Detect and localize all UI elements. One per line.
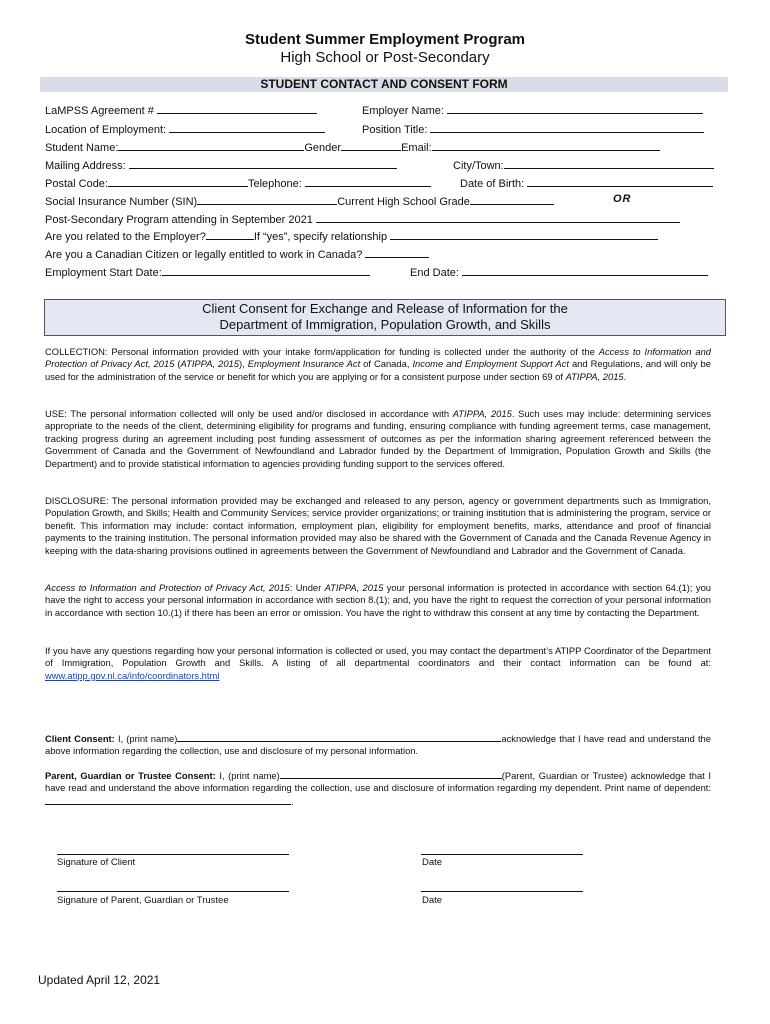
related-input[interactable] bbox=[206, 228, 254, 240]
sin-label: Social Insurance Number (SIN) bbox=[45, 196, 198, 208]
access-paragraph: Access to Information and Protection of Privacy Act, 2015: Under ATIPPA, 2015 your personal information is protected in accordance with section 64.(1); you have the right to access your personal information in accordance with section 8.(1); and, you have the right to request the correction of your personal information in accordance with section 10.(1) if there has been an error or omission. You have the right to withdraw this consent at any time by contacting the Department. bbox=[45, 582, 711, 618]
end-date-input[interactable] bbox=[462, 264, 708, 276]
dob-input[interactable] bbox=[527, 175, 713, 187]
email-label: Email: bbox=[401, 142, 432, 154]
consent-header-line1: Client Consent for Exchange and Release of Information for the bbox=[202, 301, 568, 316]
employer-name-input[interactable] bbox=[447, 102, 703, 114]
parent-date-line[interactable] bbox=[421, 891, 583, 892]
client-signature-line[interactable] bbox=[57, 854, 289, 855]
form-title: Student Summer Employment Program bbox=[244, 31, 526, 48]
grade-label: Current High School Grade bbox=[337, 196, 470, 208]
student-name-label: Student Name: bbox=[45, 142, 119, 154]
post-secondary-field[interactable] bbox=[45, 211, 680, 226]
mailing-label: Mailing Address: bbox=[45, 160, 126, 172]
citizen-label: Are you a Canadian Citizen or legally entitled to work in Canada? bbox=[45, 249, 363, 261]
consent-section-header bbox=[44, 299, 726, 336]
parent-consent-paragraph: Parent, Guardian or Trustee Consent: I, (print name) (Parent, Guardian or Trustee) acknowledge that I have read and understand the above information regarding the collection, use and disclosure of information regarding my dependent. Print name of dependent:. bbox=[45, 770, 711, 807]
related-label: Are you related to the Employer? bbox=[45, 231, 206, 243]
mailing-field[interactable] bbox=[45, 157, 397, 172]
telephone-label: Telephone: bbox=[247, 178, 302, 190]
lampss-field[interactable] bbox=[45, 102, 317, 117]
parent-print-name-input[interactable] bbox=[280, 769, 502, 779]
client-date-line[interactable] bbox=[421, 854, 583, 855]
employer-name-field[interactable] bbox=[362, 102, 703, 117]
postal-label: Postal Code: bbox=[45, 178, 108, 190]
client-consent-label: Client Consent: bbox=[45, 733, 115, 744]
location-label: Location of Employment: bbox=[45, 124, 167, 136]
student-name-input[interactable] bbox=[118, 139, 304, 151]
post-secondary-label: Post-Secondary Program attending in September 2021 bbox=[45, 214, 313, 226]
city-label: City/Town: bbox=[453, 160, 504, 172]
parent-signature-label: Signature of Parent, Guardian or Trustee bbox=[57, 895, 229, 906]
dependent-name-input[interactable] bbox=[45, 795, 291, 805]
related-row bbox=[45, 228, 658, 243]
dob-label: Date of Birth: bbox=[460, 178, 525, 190]
client-consent-paragraph: Client Consent: I, (print name) acknowledge that I have read and understand the above information regarding the collection, use and disclosure of my personal information. bbox=[45, 733, 711, 757]
grade-input[interactable] bbox=[470, 193, 554, 205]
postal-row bbox=[45, 175, 431, 190]
form-subtitle: High School or Post-Secondary bbox=[280, 49, 490, 66]
position-input[interactable] bbox=[430, 121, 704, 133]
sin-input[interactable] bbox=[197, 193, 337, 205]
updated-date: Updated April 12, 2021 bbox=[38, 973, 161, 987]
section-header-contact: STUDENT CONTACT AND CONSENT FORM bbox=[40, 77, 728, 92]
position-field[interactable] bbox=[362, 121, 704, 136]
disclosure-paragraph: DISCLOSURE: The personal information provided may be exchanged and released to any person, agency or government departments such as Immigration, Population Growth, and Skills; Health and Community Services; service provider organizations; or training institution that is administering the program, service or benefit. This information may include: contact information, employment plan, eligibility for employment benefits, marks, attendance and proof of financial payments to the training institution. The personal information provided may also be shared with the Government of Canada and the Canada Revenue Agency in keeping with the data-sharing provisions outlined in agreements between the Government of Newfoundland and Labrador and the Government of Canada. bbox=[45, 495, 711, 556]
if-yes-label: If “yes”, specify relationship bbox=[253, 231, 388, 243]
location-input[interactable] bbox=[169, 121, 325, 133]
citizen-input[interactable] bbox=[365, 246, 429, 258]
citizen-field[interactable] bbox=[45, 246, 429, 261]
email-input[interactable] bbox=[432, 139, 660, 151]
employer-name-label: Employer Name: bbox=[362, 105, 444, 117]
postal-input[interactable] bbox=[108, 175, 248, 187]
city-input[interactable] bbox=[504, 157, 714, 169]
student-row bbox=[45, 139, 660, 154]
relationship-input[interactable] bbox=[390, 228, 658, 240]
client-date-label: Date bbox=[422, 857, 443, 868]
client-print-name-input[interactable] bbox=[177, 732, 501, 742]
consent-header-line2: Department of Immigration, Population Growth, and Skills bbox=[219, 317, 551, 332]
gender-label: Gender bbox=[304, 142, 342, 154]
collection-paragraph: COLLECTION: Personal information provided with your intake form/application for funding is collected under the authority of the Access to Information and Protection of Privacy Act, 2015 (ATIPPA, 2015), Employment Insurance Act of Canada, Income and Employment Support Act and Regulations, and will only be used for the administration of the service or benefit for which you are applying or for a consistent purpose under section 69 of ATIPPA, 2015. bbox=[45, 346, 712, 382]
mailing-input[interactable] bbox=[129, 157, 397, 169]
start-date-field[interactable] bbox=[45, 264, 370, 279]
start-date-label: Employment Start Date: bbox=[45, 267, 162, 279]
atipp-coordinators-link[interactable]: www.atipp.gov.nl.ca/info/coordinators.html bbox=[45, 669, 220, 681]
end-date-field[interactable] bbox=[410, 264, 708, 279]
parent-consent-label: Parent, Guardian or Trustee Consent: bbox=[45, 770, 216, 781]
telephone-input[interactable] bbox=[305, 175, 431, 187]
questions-paragraph: If you have any questions regarding how your personal information is collected or used, you may contact the department’s ATIPP Coordinator of the Department of Immigration, Population Growth and Skills. A listing of all departmental coordinators and their contact information can be found at: www.atipp.gov.nl.ca/info/coordinators.html bbox=[45, 645, 711, 681]
end-date-label: End Date: bbox=[410, 267, 459, 279]
post-secondary-input[interactable] bbox=[316, 211, 680, 223]
client-signature-label: Signature of Client bbox=[57, 857, 136, 868]
parent-signature-line[interactable] bbox=[57, 891, 289, 892]
lampss-input[interactable] bbox=[157, 102, 317, 114]
lampss-label: LaMPSS Agreement # bbox=[45, 105, 154, 117]
or-label: OR bbox=[613, 193, 632, 205]
city-field[interactable] bbox=[453, 157, 714, 172]
start-date-input[interactable] bbox=[162, 264, 370, 276]
sin-row bbox=[45, 193, 554, 208]
position-label: Position Title: bbox=[362, 124, 428, 136]
use-paragraph: USE: The personal information collected will only be used and/or disclosed in accordance with ATIPPA, 2015. Such uses may include: determining services appropriate to the needs of the client, determining eligibility for programs and funding, ensuring compliance with funding agreement terms, case management, tracking progress during an agreement including post funding assessment of outcomes as per the information sharing agreement referenced between the Government of Canada and the Government of Newfoundland and Labrador funded by the Department of Immigration, Population Growth and Skills (the Department) and to provide statistical information to agencies providing funding support to the services offered. bbox=[45, 408, 712, 469]
parent-date-label: Date bbox=[422, 895, 443, 906]
location-field[interactable] bbox=[45, 121, 325, 136]
dob-field[interactable] bbox=[460, 175, 713, 190]
gender-input[interactable] bbox=[341, 139, 401, 151]
